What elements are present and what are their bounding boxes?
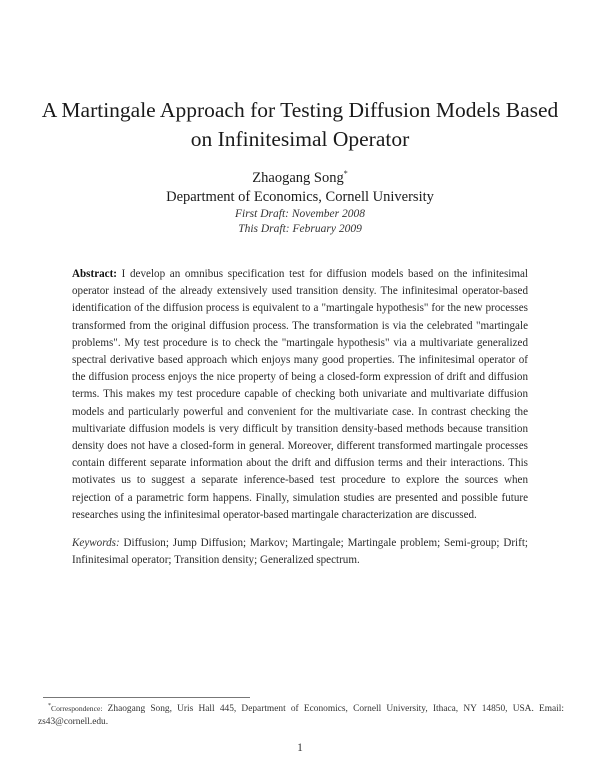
paper-title [0, 96, 600, 154]
abstract-label: Abstract: [72, 268, 117, 280]
abstract [72, 266, 528, 524]
title-line-1: A Martingale Approach for Testing Diffusion Models Based [41, 98, 559, 122]
footnote [38, 700, 564, 729]
keywords-label: Keywords: [72, 537, 120, 549]
keywords-text: Diffusion; Jump Diffusion; Markov; Martingale; Martingale problem; Semi-group; Drift; Infinitesimal operator; Transition density; Generalized spectrum. [72, 537, 528, 567]
author-footnote-mark: * [343, 169, 348, 178]
author-name: Zhaogang Song [252, 169, 344, 186]
first-draft-date: First Draft: November 2008 [234, 208, 365, 220]
footnote-label: Correspondence: [51, 704, 103, 714]
footnote-rule [43, 697, 250, 698]
title-line-2: on Infinitesimal Operator [190, 127, 410, 151]
footnote-text: Zhaogang Song, Uris Hall 445, Department of Economics, Cornell University, Ithaca, NY 14850, USA. Email: zs43@cornell.edu. [38, 704, 564, 728]
draft-dates [0, 207, 600, 237]
abstract-text: I develop an omnibus specification test for diffusion models based on the infinitesimal operator instead of the already extensively used transition density. The infinitesimal operator-based identification of the diffusion process is equivalent to a "martingale hypothesis" for the new processes transformed from the original diffusion process. The transformation is via the celebrated "martingale problems". My test procedure is to check the "martingale hypothesis" via a multivariate generalized spectral derivative based approach which enjoys many good properties. The infinitesimal operator of the diffusion process enjoys the nice property of being a closed-form expression of drift and diffusion terms. This makes my test procedure capable of checking both univariate and multivariate diffusion models and particularly powerful and convenient for the multivariate case. In contrast checking the multivariate diffusion models is very difficult by transition density-based methods because transition density does not have a closed-form in general. Moreover, different transformed martingale processes contain different separate information about the drift and diffusion terms and their interactions. This motivates us to suggest a separate inference-based test procedure to explore the sources when rejection of a parametric form happens. Finally, simulation studies are presented and possible future researches using the infinitesimal operator-based martingale characterization are discussed. [72, 268, 528, 521]
author-block [0, 164, 600, 207]
keywords [72, 535, 528, 569]
page-number: 1 [297, 742, 303, 754]
author-affiliation: Department of Economics, Cornell University [166, 188, 434, 205]
this-draft-date: This Draft: February 2009 [238, 223, 362, 235]
footnote-mark: * [48, 703, 51, 709]
